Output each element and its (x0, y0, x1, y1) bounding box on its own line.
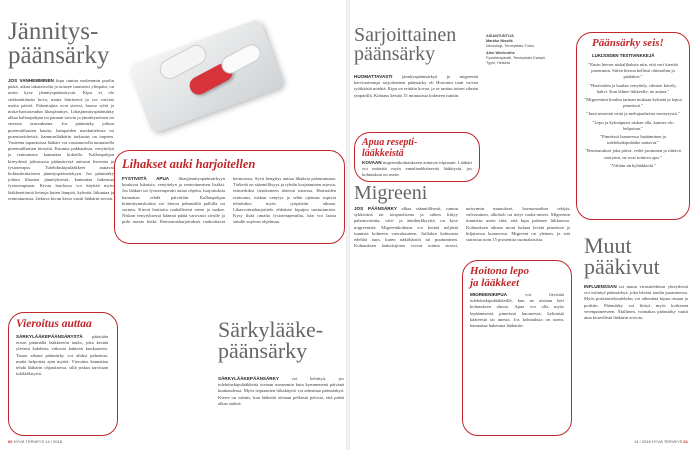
sarjoittainen-lead: HUOMATTAVASTI (354, 74, 393, 79)
sarjoittainen-text: jännityspäänsärkyä ja migreeniä harvinaisempi sarjoittainen päänsärky eli Hortonin tauti vaivaa työikäisiä miehiä. Kipu on erittäin kovaa, ja se tuntuu toisen silmän ympärillä. Kohtaus kestää 15 minuutista kolmeen tuntiin. (354, 74, 478, 98)
page-spine (346, 0, 350, 450)
quote-8: "Välttän särkylääkkeitä." (609, 162, 657, 168)
footer-right-issue: 14 / 2018 (634, 439, 651, 444)
quote-4: "Juon nesteinä vettä ja mehujauheista nesteytystä." (586, 111, 680, 117)
heading-jannitys: Jännitys- päänsärky (8, 18, 110, 69)
footer-right-pub: HYVÄ TERVEYS (651, 439, 683, 444)
hoitona-body (470, 292, 564, 430)
heading-muut: Muut pääkivut (584, 233, 660, 279)
footer-left (8, 439, 62, 444)
heading-lihakset: Lihakset auki harjoitellen (122, 157, 256, 171)
muut-body (584, 284, 688, 434)
expert-name-1: Markku Nissilä (486, 39, 513, 43)
heading-migreeni: Migreeni (354, 182, 428, 204)
lihakset-lead: FYSTIVIITÄ APUA (122, 176, 170, 181)
heading-hoitona: Hoitona lepo ja lääkkeet (470, 265, 529, 289)
apua-text: migreenikohtaukseen auttavat triptaanit. Lääkäri voi määrätä myös ennaltaehkäisevää lääkitystä, jos kohtauksia on usein. (362, 160, 472, 178)
footer-right-page: 61 (683, 439, 688, 444)
expert-credits (486, 34, 552, 66)
muut-text: tai muun virusinfektion yhteydessä voi esiintyä päänsärkyä, joka häviää taudin parantuessa. Myös poskiontelotulehdus voi aiheuttaa kipua otsaan ja poskiin. Päänsärky voi liittyä myös korkeaan verenpaineeseen. Äkillinen, voimakas päänsärky vaatii aina kiireellistä lääkärin arviota. (584, 284, 688, 321)
migreeni-text: alkaa säännöllisesti, tuntuu sykkivänä tai toispuolisena ja siihen liittyy pahoinvointia, valo- ja ääniherkkyyttä, on kyse migreenistä. Migreenikohtaus voi kestää neljästä tunnista kolmeen vuorokauteen. Joillakin kohtausta edeltää aura, kuten näköhäiriöt tai puutuminen. Kohtauksen laukaisijoina voivat toimia stressi, unirytmin muutokset, hormonaaliset tekijät, valvominen, alkoholi tai tietyt ruoka-aineet. Migreenin tunnistaa usein siitä, että kipu pahenee liikkuessa. Kohtauksen aikana moni haluaa levätä pimeässä ja hiljaisessa huoneessa. Migreeni on yleinen, ja sitä sairastaa noin 15 prosenttia suomalaisista. (354, 206, 570, 249)
migreeni-lead: JOS PÄÄNSÄRKY (354, 206, 397, 211)
apua-body (362, 160, 472, 178)
footer-left-pub: HYVÄ TERVEYS (13, 439, 45, 444)
sidebar-subtitle: LUKIJOIDEN TESTIVINKKEJÄ (592, 53, 655, 58)
quote-2: "Hartioiden ja kaulan venyttely, silmien kävely, hahvi. Kun lähtee liikkeelle, ne auttaa." (589, 82, 677, 94)
vieroitus-text: päästään eroon pitämällä lääkkeetön tauko, joka kestää yleensä kahdesta viikosta kahteen kuukauteen. Tauon aikana päänsärky voi aluksi pahentua, mutta helpottaa ajan myötä. Vieroitus kannattaa tehdä lääkärin ohjauksessa, sillä joskus tarvitaan tukilääkitystä. (16, 334, 108, 377)
sidebar-title: Päänsärky seis! (592, 37, 664, 49)
quote-7: "Rentoutukset joka päivä, vedet juominen ja riittävä unirytmi, ne ovat toimiva apu." (585, 148, 681, 160)
heading-apua: Apua resepti- lääkkeistä (362, 137, 418, 159)
vieroitus-body (16, 334, 108, 428)
footer-left-issue: 14 / 2018 (45, 439, 62, 444)
hoitona-lead: MIGREENIKIPUA (470, 292, 508, 297)
quote-3: "Migreeniini kuuluu tarinan mukaan kylmää ja lepoa pimeässä." (584, 97, 682, 109)
heading-vieroitus: Vieroitus auttaa (16, 318, 92, 330)
apua-lead: KOVAAN (362, 160, 382, 165)
vieroitus-lead: SÄRKYLÄÄKEPÄÄNSÄRYSTÄ (16, 334, 83, 339)
expert-name-2: Aino Weckrothe (486, 51, 515, 55)
sarkylaake-text: voi kehittyä, jos tulehduskipulääkkeitä otetaan useammin kuin kymmenenä päivänä kuukaudessa. Myös triptaanien liikakäyttö voi aiheuttaa päänsärkyä. Kierre on valmis, kun lääkettä otetaan pelkästä pelosta, että päätä alkaa särkeä. (218, 376, 344, 406)
lihakset-body (122, 176, 336, 238)
muut-lead: INFLUENSSAN (584, 284, 617, 289)
sarkylaake-lead: SÄRKYLÄÄKEPÄÄNSÄRKY (218, 376, 279, 381)
lihakset-text: lihasjännityspäänsärkyyn kuuluvat lukuisia, venyttelyn ja rentoutumisen lisäksi. Jos lääkäri tai fysioterapeutti antaa ohjeita, harjoituksia kannattaa tehdä päivittäin. Kallonpohjan kiinnittymiskohtia voi hieroa pehmeällä pallolla tai sormin. Kierrä hartioita rauhallisesti eteen ja taakse. Niskan venytyksessä käännä päätä varovasti sivulle ja pidä asento hetki. Rentoutusharjoitukset rauhoittavat hermostoa. Syvä hengitys auttaa lihaksia palautumaan. Tärkeää on säännöllisyys ja ryhdin korjaaminen arjessa, esimerkiksi tietokoneen ääressä istuessa. Hartioiden rentoutus, niskan venytys ja selän ojennus sopivat tehtäväksi myös työpäivän aikana. Lihasvoimaharjoittelu ehkäisee kipujen uusiutumista. Kysy lisää omalta fysioterapeutilta, hän voi laatia sinulle sopivan ohjelman. (122, 176, 336, 225)
jannitys-body (8, 78, 114, 310)
expert-role: ASIANTUNTIJA (486, 34, 514, 38)
jannitys-text: kipu tuntuu molemmin puolin päätä, aikaa takaraivolta ja nousee tasaisesti ylöspäin, on usein kyse jännityspäänsärystä. Kipu ei ole sietämättömän kova, mutta häiritsevä ja voi vaivata useita päiviä. Pahentajina ovat stressi, huono ryhti ja niska-hartiaseudun lihasjännitys. Lihasjännityspäänsärky alkaa kallonpohjan tai pannan tavoin ja jännittyneinen tai stressin seurauksena. Jos päänsärky johtuu puremalihasten kautta, hampaiden narskuttelusta tai purentavirheistä, hammaslääkärin tarkastus on tarpeen. Vasteena tapauksissa lääkäri voi vastaanotolla tunnustella puremalihasten kireyttä. Kuumia pakkauksia, venyttelyä ja rentoutusta kannattaa kokeilla. Kallonpohjan kireydestä johtuvassa päänsäryssä auttavat hieronta ja fysioterapia. Tulehduskipulääkkeet auttavat kohtauksittaiseen jännityspäänsärkyyn. Jos päänsärky johtuu lihasten jännityksestä, kannattaa hakeutua fysioterapiaan. Kivun hoidossa voi käyttää myös lääkkeettömiä keinoja kuten lämpöä, kylmää, liikuntaa ja rentoutumista. Jatkuva kivun kesto vaatii lääkärin arvion. (8, 78, 114, 201)
sarkylaake-body (218, 376, 344, 434)
footer-left-page: 60 (8, 439, 13, 444)
sidebar-quotes (584, 62, 682, 214)
footer-right (634, 439, 688, 444)
sarjoittainen-body (354, 74, 478, 120)
quote-6: "Pimeässä huoneessa lepääminen ja tulehduskipulääke auttavat." (600, 134, 666, 146)
quote-5: "Lepo ja kylmäpussi niskan alla, kunnes olo helpottaa." (592, 119, 674, 131)
expert-title-2: Fysioterapeutti, Terveystalo Kampii, Tyyni, Helsinki (486, 56, 546, 65)
heading-sarkylaake: Särkylääke- päänsärky (218, 317, 324, 363)
hoitona-text: voi lievittää tulehduskipulääkkeillä, kun ne otetaan heti kohtauksen alussa. Apua voi olla myös lepäämisestä pimeässä huoneessa, kylmästä kääreestä tai unesta. Jos kohtauksia on usein, kannattaa hakeutua lääkäriin. (470, 292, 564, 329)
expert-title-1: Neurologi, Terveystalo Turku (486, 44, 535, 48)
heading-sarjoittainen: Sarjoittainen päänsärky (354, 24, 457, 65)
quote-1: "Ensin hieron niskalihaksia niin, että veri kiertää paremmin. Sitten hieron hellästi ohimoihin ja päälakea." (588, 62, 678, 80)
jannitys-lead: JOS VANHEMMINEN (8, 78, 54, 83)
pill-pack-illustration (128, 22, 278, 122)
